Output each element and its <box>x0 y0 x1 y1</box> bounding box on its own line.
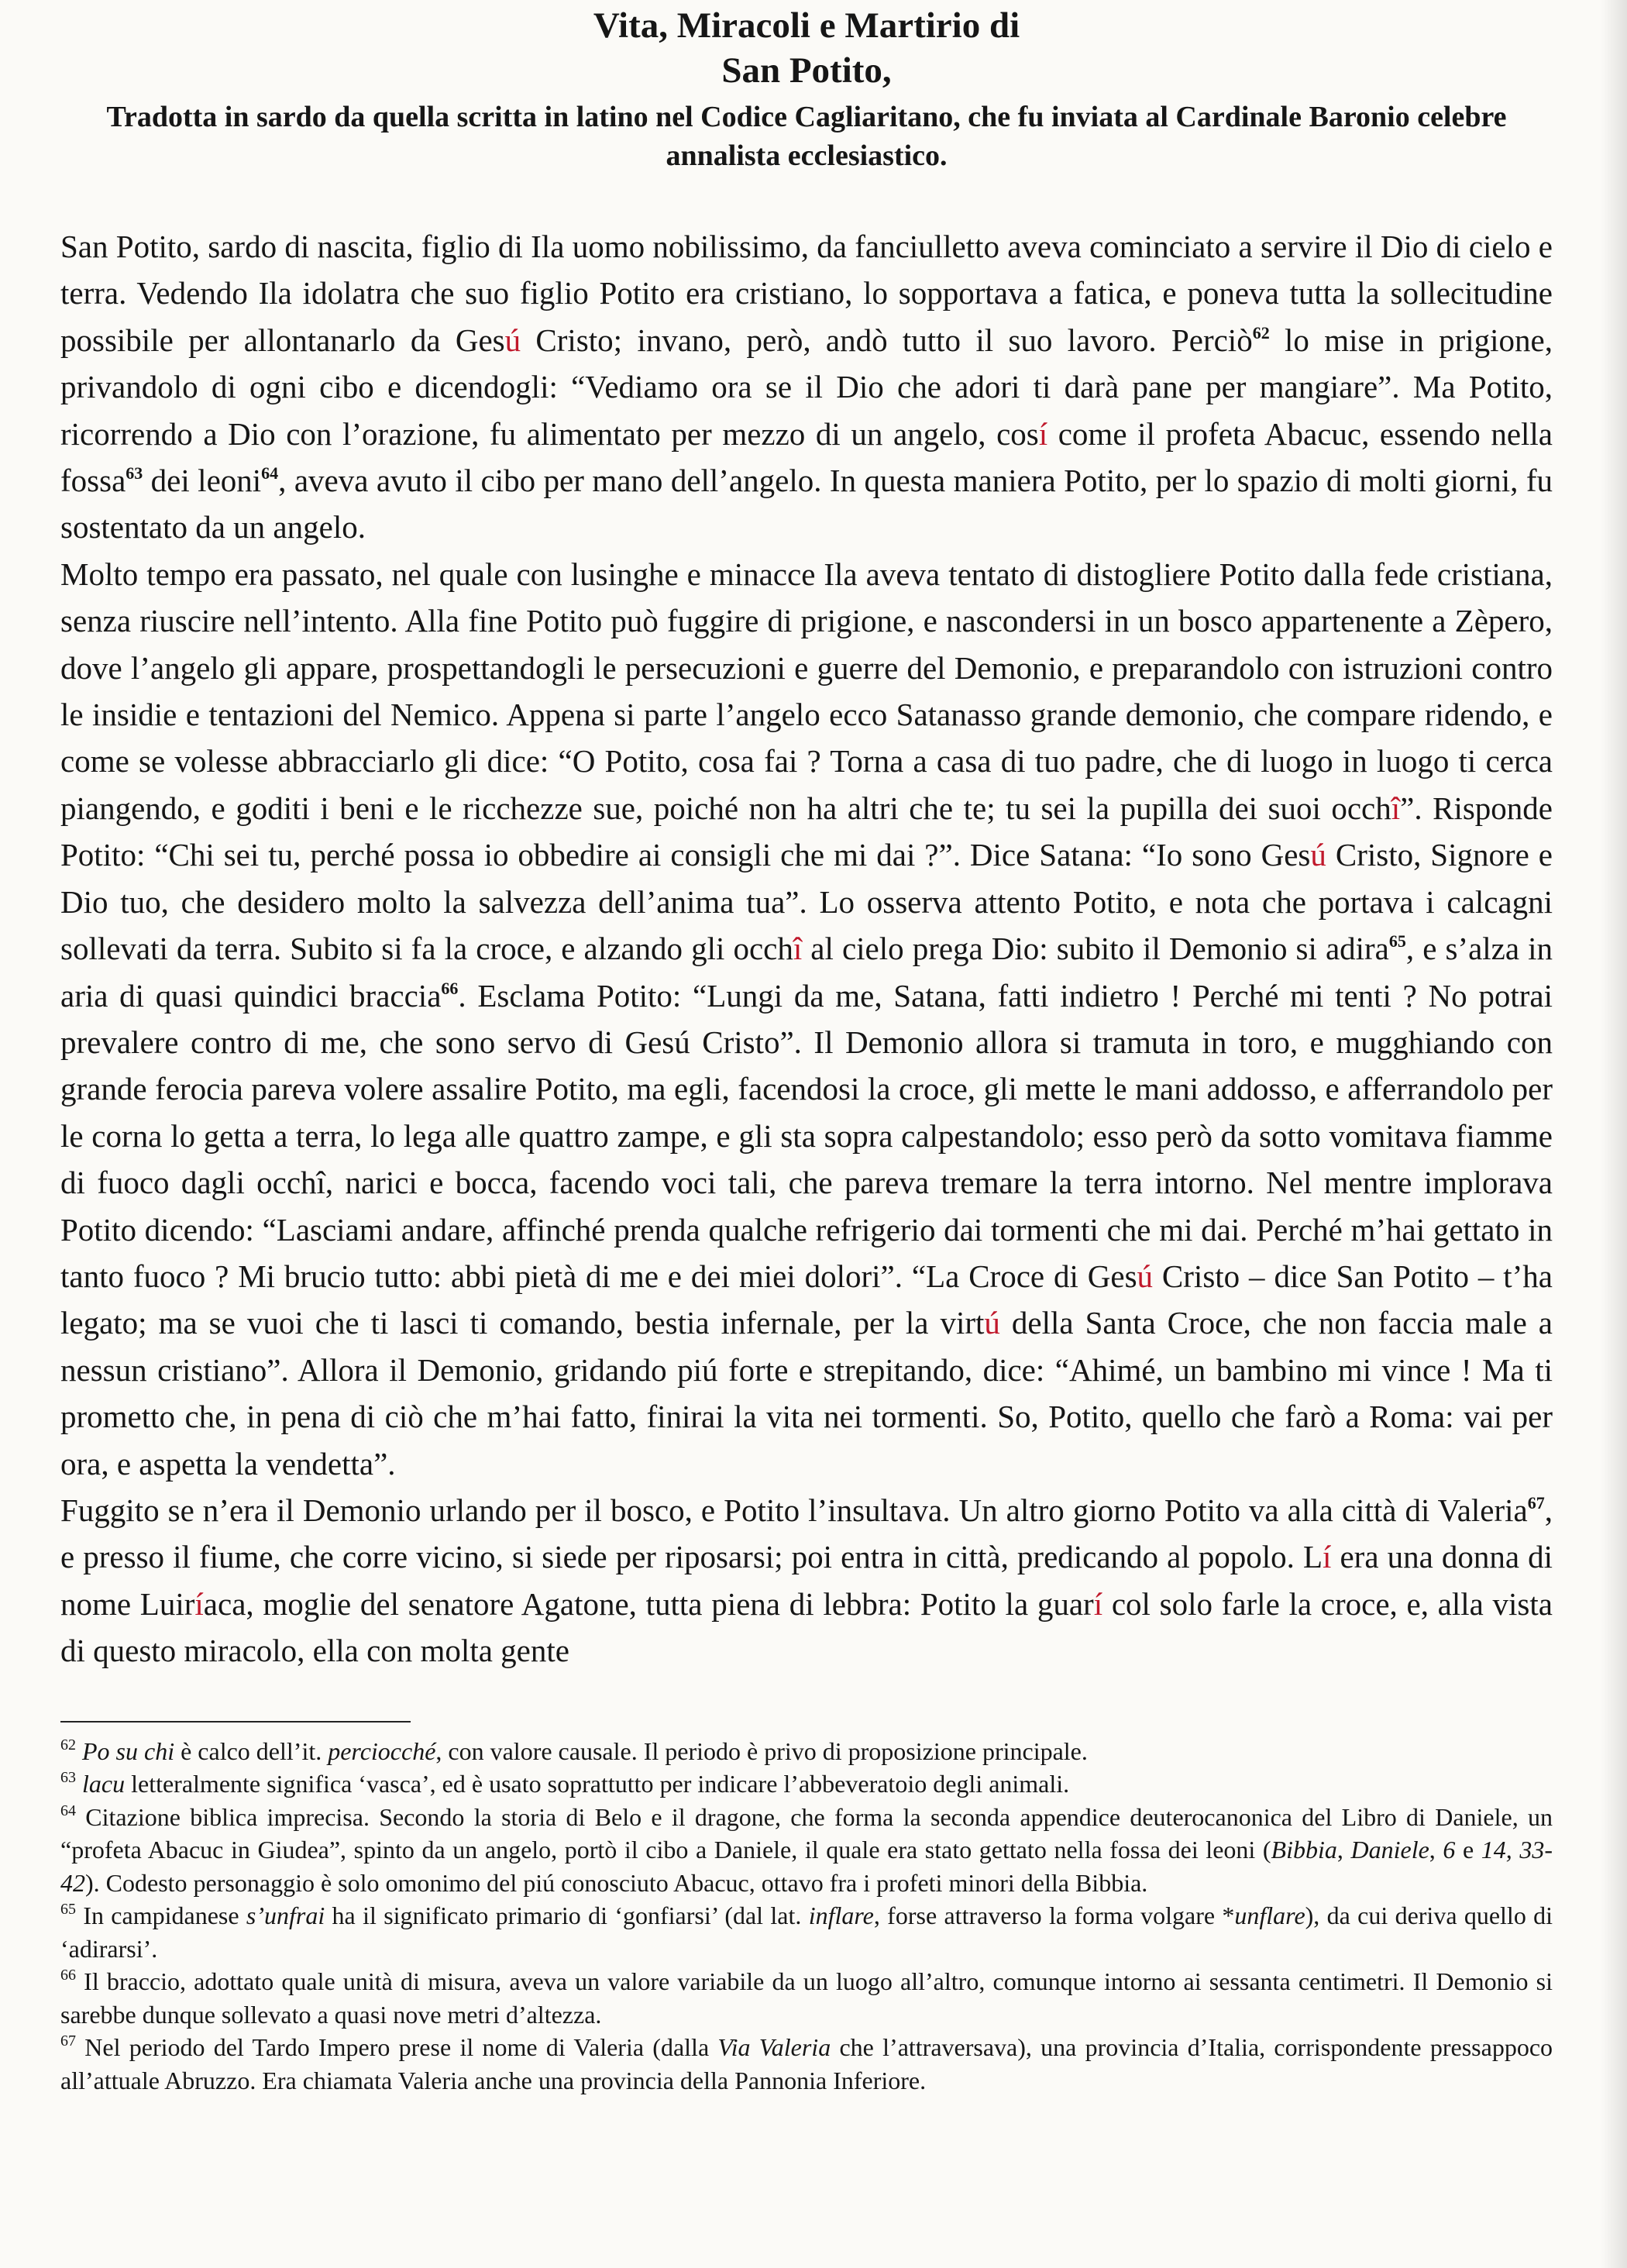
footnote-ref-66[interactable]: 66 <box>441 978 459 998</box>
footnote-67 <box>60 2031 1553 2097</box>
text-span: , con valore causale. Il periodo è privo di proposizione principale. <box>435 1736 1088 1765</box>
text-span: . Esclama Potito: “Lungi da me, Satana, fatti indietro ! Perché mi tenti ? No potrai prevalere contro di me, che sono servo di Gesú Cristo”. Il Demonio allora si tramuta in toro, e mugghiando con grande ferocia pareva volere assalire Potito, ma egli, facendosi la croce, gli mette le mani addosso, e afferrandolo per le corna lo getta a terra, lo lega alle quattro zampe, e gli sta sopra calpestandolo; esso però da sotto vomitava fiamme di fuoco dagli occhî, narici e bocca, facendo voci tali, che pareva tremare la terra intorno. Nel mentre implorava Potito dicendo: “Lasciami andare, affinché prenda qualche refrigerio dai tormenti che mi dai. Perché m’hai gettato in tanto fuoco ? Mi brucio tutto: abbi pietà di me e dei miei dolori”. “La Croce di Ges <box>60 977 1553 1294</box>
text-span: , <box>1336 1836 1351 1864</box>
footnote-mark: 66 <box>60 1967 76 1984</box>
text-span: ha il significato primario di ‘gonfiarsi’ (dal lat. <box>325 1901 809 1930</box>
text-span: , forse attraverso la forma volgare * <box>873 1901 1235 1930</box>
text-span: Cristo, Signore e Dio tuo, che desidero molto la salvezza dell’anima tua”. Lo osserva attento Potito, e nota che portava i calcagni sollevati da terra. Subito si fa la croce, e alzando gli occh <box>60 837 1553 967</box>
text-span: che l’attraversava), una provincia d’Italia, corrispondente pressappoco all’attuale Abruzzo. Era chiamata Valeria anche una provincia della Pannonia Inferiore. <box>60 2033 1553 2094</box>
title-block <box>60 0 1553 175</box>
italic-term: unflare <box>1234 1901 1305 1930</box>
italic-term: Daniele <box>1350 1836 1429 1864</box>
accented-letter: í <box>1038 415 1048 452</box>
text-span: letteralmente significa ‘vasca’, ed è usato soprattutto per indicare l’abbeveratoio degli animali. <box>125 1770 1070 1798</box>
footnote-ref-64[interactable]: 64 <box>261 463 279 484</box>
text-span: è calco dell’it. <box>174 1736 328 1765</box>
page-edge-shadow <box>1601 0 1627 2268</box>
text-span: , <box>1429 1836 1443 1864</box>
text-span: Citazione biblica imprecisa. Secondo la storia di Belo e il dragone, che forma la seconda appendice deuterocanonica del Libro di Daniele, un “profeta Abacuc in Giudea”, spinto da un angelo, portò il cibo a Daniele, il quale era stato gettato nella fossa dei leoni ( <box>60 1802 1553 1864</box>
text-span: In campidanese <box>76 1901 246 1930</box>
paragraph-3 <box>60 1487 1553 1674</box>
italic-term: Bibbia <box>1271 1836 1337 1864</box>
text-span: ). Codesto personaggio è solo omonimo del piú conosciuto Abacuc, ottavo fra i profeti minori della Bibbia. <box>85 1868 1148 1897</box>
italic-term: Po su chi <box>82 1736 175 1765</box>
accented-letter: ú <box>1137 1258 1154 1294</box>
accented-letter: î <box>1391 790 1401 826</box>
text-span: della Santa Croce, che non faccia male a nessun cristiano”. Allora il Demonio, gridando piú forte e strepitando, dice: “Ahimé, un bambino mi vince ! Ma ti prometto che, in pena di ciò che m’hai fatto, finirai la vita nei tormenti. So, Potito, quello che farò a Roma: vai per ora, e aspetta la vendetta”. <box>60 1305 1553 1482</box>
footnote-mark: 63 <box>60 1769 76 1787</box>
text-span: ”. Risponde Potito: “Chi sei tu, perché possa io obbedire ai consigli che mi dai ?”. Dice Satana: “Io sono Ges <box>60 790 1553 873</box>
text-span: Cristo – dice San Potito – t’ha legato; ma se vuoi che ti lasci ti comando, bestia infernale, per la virt <box>60 1258 1553 1341</box>
footnote-ref-67[interactable]: 67 <box>1527 1492 1545 1513</box>
italic-term: inflare <box>808 1901 874 1930</box>
text-span: dei leoni <box>143 463 262 499</box>
text-span: Nel periodo del Tardo Impero prese il nome di Valeria (dalla <box>76 2033 718 2062</box>
italic-term: lacu <box>82 1770 126 1798</box>
footnote-mark: 64 <box>60 1802 76 1819</box>
footnote-mark: 62 <box>60 1736 76 1753</box>
italic-term: Via Valeria <box>717 2033 831 2062</box>
accented-letter: ú <box>1310 837 1326 873</box>
text-span: Fuggito se n’era il Demonio urlando per il bosco, e Potito l’insultava. Un altro giorno Potito va alla città di Valeria <box>60 1492 1528 1528</box>
accented-letter: ú <box>504 322 521 358</box>
accented-letter: í <box>194 1585 204 1622</box>
footnote-ref-65[interactable]: 65 <box>1388 931 1406 952</box>
text-span: , aveva avuto il cibo per mano dell’angelo. In questa maniera Potito, per lo spazio di molti giorni, fu sostentato da un angelo. <box>60 463 1553 545</box>
italic-term: perciocché <box>328 1736 436 1765</box>
footnote-mark: 67 <box>60 2032 76 2050</box>
footnote-62 <box>60 1735 1553 1768</box>
footnote-63 <box>60 1767 1553 1801</box>
text-span: , e s’alza in aria di quasi quindici braccia <box>60 931 1553 1014</box>
footnote-64 <box>60 1801 1553 1900</box>
paragraph-1 <box>60 223 1553 551</box>
italic-term: 14, 33-42 <box>60 1836 1553 1897</box>
accented-letter: ú <box>984 1305 1000 1341</box>
title-line-1: Vita, Miracoli e Martirio di <box>593 5 1020 46</box>
text-span: aca, moglie del senatore Agatone, tutta piena di lebbra: Potito la guar <box>203 1585 1094 1622</box>
text-span: al cielo prega Dio: subito il Demonio si adira <box>802 931 1389 967</box>
footnote-66 <box>60 1965 1553 2031</box>
text-span: Molto tempo era passato, nel quale con lusinghe e minacce Ila aveva tentato di distogliere Potito dalla fede cristiana, senza riuscire nell’intento. Alla fine Potito può fuggire di prigione, e nascondersi in un bosco appartenente a Zèpero, dove l’angelo gli appare, prospettandogli le persecuzioni e guerre del Demonio, e preparandolo con istruzioni contro le insidie e tentazioni del Nemico. Appena si parte l’angelo ecco Satanasso grande demonio, che compare ridendo, e come se volesse abbracciarlo gli dice: “O Potito, cosa fai ? Torna a casa di tuo padre, che di luogo in luogo ti cerca piangendo, e goditi i beni e le ricchezze sue, poiché non ha altri che te; tu sei la pupilla dei suoi occh <box>60 556 1553 826</box>
accented-letter: î <box>793 931 803 967</box>
paragraph-2 <box>60 551 1553 1487</box>
footnote-65 <box>60 1899 1553 1965</box>
text-span: , e presso il fiume, che corre vicino, si siede per riposarsi; poi entra in città, predicando al popolo. L <box>60 1492 1553 1575</box>
text-span: era una donna di nome Luir <box>60 1539 1553 1622</box>
text-span: Cristo; invano, però, andò tutto il suo lavoro. Perciò <box>521 322 1253 358</box>
footnotes <box>60 1735 1553 2098</box>
footnote-ref-63[interactable]: 63 <box>126 463 143 484</box>
title-line-2: San Potito, <box>721 50 892 91</box>
footnote-ref-62[interactable]: 62 <box>1252 322 1270 342</box>
subtitle: Tradotta in sardo da quella scritta in latino nel Codice Cagliaritano, che fu inviata al Cardinale Baronio celebre annalista ecclesiastico. <box>106 101 1507 172</box>
text-span: San Potito, sardo di nascita, figlio di Ila uomo nobilissimo, da fanciulletto aveva cominciato a servire il Dio di cielo e terra. Vedendo Ila idolatra che suo figlio Potito era cristiano, lo sopportava a fatica, e poneva tutta la sollecitudine possibile per allontanarlo da Ges <box>60 229 1553 358</box>
accented-letter: í <box>1093 1585 1103 1622</box>
text-span: come il profeta Abacuc, essendo nella fossa <box>60 415 1553 499</box>
footnote-mark: 65 <box>60 1901 76 1919</box>
text-span: ), da cui deriva quello di ‘adirarsi’. <box>60 1901 1553 1963</box>
body-text <box>60 223 1553 1674</box>
italic-term: 6 <box>1443 1836 1456 1864</box>
accented-letter: í <box>1323 1539 1332 1575</box>
document-page <box>60 0 1553 2097</box>
text-span: Il braccio, adottato quale unità di misura, aveva un valore variabile da un luogo all’altro, comunque intorno ai sessanta centimetri. Il Demonio si sarebbe dunque sollevato a quasi nove metri d’altezza. <box>60 1967 1553 2029</box>
text-span: e <box>1455 1836 1481 1864</box>
text-span: lo mise in prigione, privandolo di ogni cibo e dicendogli: “Vediamo ora se il Dio che adori ti darà pane per mangiare”. Ma Potito, ricorrendo a Dio con l’orazione, fu alimentato per mezzo di un angelo, cos <box>60 322 1553 452</box>
text-span: col solo farle la croce, e, alla vista di questo miracolo, ella con molta gente <box>60 1585 1553 1669</box>
footnote-divider <box>60 1721 411 1723</box>
italic-term: s’unfrai <box>246 1901 325 1930</box>
